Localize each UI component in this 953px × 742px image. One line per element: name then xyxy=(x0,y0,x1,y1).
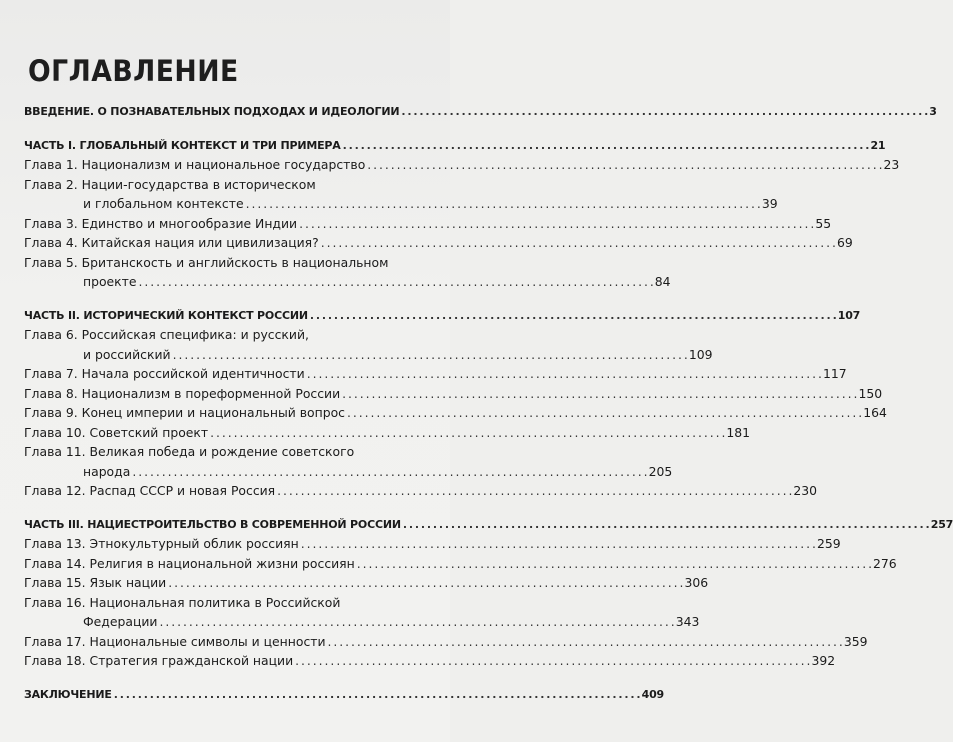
toc-entry-label: Глава 13. Этнокультурный облик россиян xyxy=(24,536,299,551)
toc-entry-label: Глава 4. Китайская нация или цивилизация? xyxy=(24,235,319,250)
dot-leader xyxy=(114,685,640,705)
toc-page-number: 39 xyxy=(761,196,778,211)
dot-leader xyxy=(310,306,836,326)
dot-leader xyxy=(328,632,842,652)
toc-chapter-10 xyxy=(24,423,751,443)
toc-page-number: 21 xyxy=(870,138,886,152)
toc-entry-label: ЗАКЛЮЧЕНИЕ xyxy=(24,687,112,701)
dot-leader xyxy=(347,403,861,423)
toc-chapter-14 xyxy=(24,554,897,574)
toc-chapter-13 xyxy=(24,534,841,554)
toc-chapter-2 xyxy=(24,194,778,214)
toc-entry-label: и российский xyxy=(83,346,171,362)
dot-leader xyxy=(159,612,673,632)
dot-leader xyxy=(357,554,871,574)
toc-page-number: 257 xyxy=(930,517,953,531)
toc-page-number: 409 xyxy=(641,687,664,701)
toc-chapter-5-line1: Глава 5. Британскость и английскость в национальном xyxy=(24,254,389,270)
toc-page-number: 259 xyxy=(817,536,841,551)
toc-chapter-5 xyxy=(24,272,671,292)
toc-entry-label: Глава 14. Религия в национальной жизни россиян xyxy=(24,555,355,571)
toc-entry-label: народа xyxy=(83,463,131,479)
dot-leader xyxy=(403,515,929,535)
toc-chapter-4 xyxy=(24,233,853,253)
toc-entry-label: проекте xyxy=(83,274,137,289)
toc-page-number: 359 xyxy=(843,633,868,649)
toc-page-number: 276 xyxy=(873,555,897,571)
dot-leader xyxy=(342,384,856,404)
toc-page-number: 306 xyxy=(684,575,709,590)
dot-leader xyxy=(173,345,687,365)
toc-entry-label: ВВЕДЕНИЕ. О ПОЗНАВАТЕЛЬНЫХ ПОДХОДАХ И ИДЕОЛОГИИ xyxy=(24,105,400,118)
toc-chapter-1 xyxy=(24,155,900,175)
toc-page-number: 23 xyxy=(883,157,900,172)
toc-page-number: 117 xyxy=(822,366,847,381)
toc-chapter-12 xyxy=(24,481,818,501)
table-of-contents xyxy=(24,102,953,704)
dot-leader xyxy=(168,573,682,593)
toc-part-2 xyxy=(24,306,861,326)
toc-entry-label: Глава 3. Единство и многообразие Индии xyxy=(24,215,298,231)
toc-chapter-16-line1: Глава 16. Национальная политика в Российской xyxy=(24,594,341,610)
toc-entry-label: Глава 1. Национализм и национальное государство xyxy=(24,157,366,172)
toc-chapter-11 xyxy=(24,462,673,482)
toc-intro xyxy=(24,102,937,122)
toc-chapter-15 xyxy=(24,573,709,593)
toc-conclusion xyxy=(24,685,664,705)
toc-page-number: 150 xyxy=(858,385,883,401)
toc-entry-label: Глава 15. Язык нации xyxy=(24,575,167,590)
toc-chapter-6-line1: Глава 6. Российская специфика: и русский, xyxy=(24,327,309,342)
toc-entry-label: Глава 8. Национализм в пореформенной России xyxy=(24,385,341,401)
toc-page-number: 343 xyxy=(675,614,700,629)
toc-entry-label: Глава 10. Советский проект xyxy=(24,424,209,440)
dot-leader xyxy=(367,155,881,175)
dot-leader xyxy=(301,534,815,554)
toc-chapter-9 xyxy=(24,403,887,423)
toc-chapter-7 xyxy=(24,364,847,384)
toc-page-number: 181 xyxy=(726,424,751,440)
toc-page-number: 230 xyxy=(793,483,818,498)
dot-leader xyxy=(139,272,653,292)
toc-page-number: 3 xyxy=(929,105,937,118)
toc-chapter-6 xyxy=(24,345,713,365)
toc-entry-label: и глобальном контексте xyxy=(83,196,244,211)
toc-entry-label: ЧАСТЬ II. ИСТОРИЧЕСКИЙ КОНТЕКСТ РОССИИ xyxy=(24,308,308,322)
dot-leader xyxy=(132,462,646,482)
dot-leader xyxy=(246,194,760,214)
toc-page-number: 164 xyxy=(863,405,887,420)
toc-chapter-16 xyxy=(24,612,700,632)
toc-part-1 xyxy=(24,136,886,156)
toc-chapter-8 xyxy=(24,384,883,404)
dot-leader xyxy=(210,423,724,443)
toc-page-number: 107 xyxy=(837,308,861,322)
toc-entry-label: ЧАСТЬ I. ГЛОБАЛЬНЫЙ КОНТЕКСТ И ТРИ ПРИМЕРА xyxy=(24,138,341,152)
toc-entry-label: Глава 7. Начала российской идентичности xyxy=(24,366,305,381)
toc-entry-label: Глава 17. Национальные символы и ценности xyxy=(24,633,326,649)
toc-entry-label: Глава 9. Конец империи и национальный вопрос xyxy=(24,405,345,420)
page-title: ОГЛАВЛЕНИЕ xyxy=(28,54,239,88)
toc-entry-label: Глава 12. Распад СССР и новая Россия xyxy=(24,483,276,498)
dot-leader xyxy=(401,102,927,122)
dot-leader xyxy=(307,364,821,384)
toc-entry-label: Федерации xyxy=(83,614,158,629)
dot-leader xyxy=(299,214,813,234)
toc-chapter-11-line1: Глава 11. Великая победа и рождение советского xyxy=(24,444,355,459)
toc-chapter-2-line1: Глава 2. Нации-государства в историческом xyxy=(24,176,316,192)
toc-chapter-18 xyxy=(24,651,836,671)
toc-page-number: 392 xyxy=(811,653,836,668)
dot-leader xyxy=(343,136,869,156)
toc-entry-label: ЧАСТЬ III. НАЦИЕСТРОИТЕЛЬСТВО В СОВРЕМЕННОЙ РОССИИ xyxy=(24,517,401,531)
toc-chapter-3 xyxy=(24,214,832,234)
toc-page-number: 84 xyxy=(654,274,671,289)
toc-page-number: 109 xyxy=(688,346,713,362)
dot-leader xyxy=(321,233,835,253)
toc-page-number: 69 xyxy=(836,235,853,250)
dot-leader xyxy=(277,481,791,501)
toc-page-number: 205 xyxy=(648,463,673,479)
toc-page-number: 55 xyxy=(815,215,832,231)
toc-chapter-17 xyxy=(24,632,868,652)
dot-leader xyxy=(295,651,809,671)
toc-entry-label: Глава 18. Стратегия гражданской нации xyxy=(24,653,294,668)
toc-part-3 xyxy=(24,515,953,535)
